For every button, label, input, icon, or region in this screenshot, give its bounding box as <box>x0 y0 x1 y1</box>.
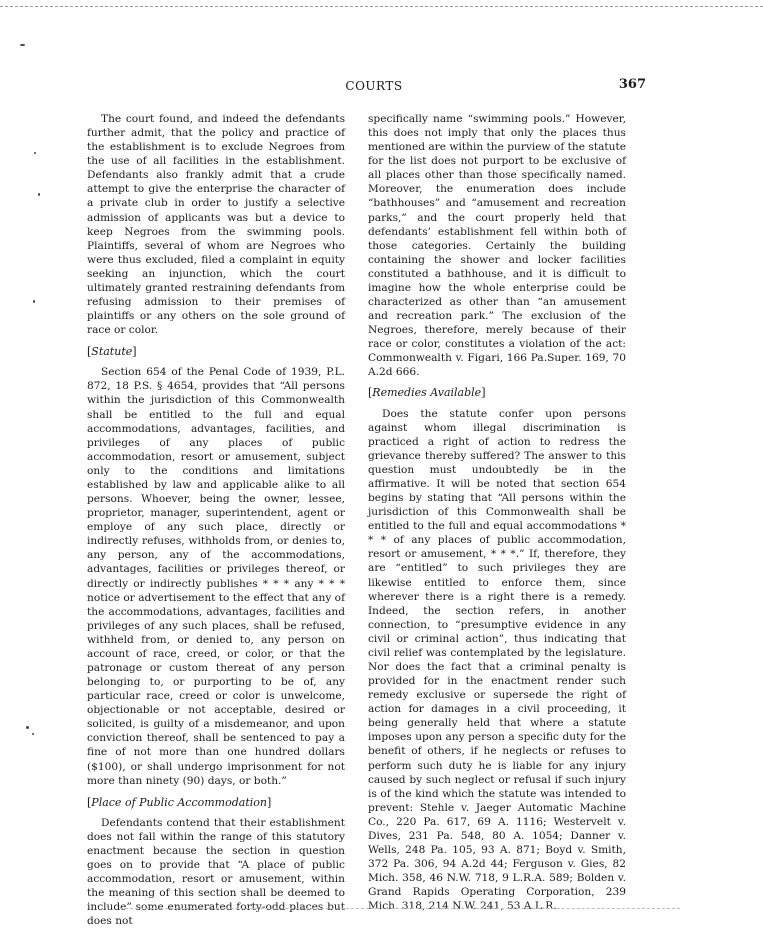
section-heading-text: Remedies Available <box>372 386 482 400</box>
scan-speck <box>20 44 25 46</box>
section-heading-statute: [Statute] <box>87 345 137 359</box>
body-paragraph: specifically name “swimming pools.” However, this does not imply that only the places thus mentioned are within the purview of the statute for the list does not purport to be exclusive of all places other than those specifically named. Moreover, the enumeration does include “bathhouses” and “amusement and recreation parks,” and the court properly held that defendants’ establishment fell within both of those categories. Certainly the building containing the shower and locker facilities constituted a bathhouse, and it is difficult to imagine how the whole enterprise could be characterized as other than “an amusement and recreation park.” The exclusion of the Negroes, therefore, merely because of their race or color, constitutes a violation of the act: Commonwealth v. Figari, 166 Pa.Super. 169, 70 A.2d 666. <box>368 113 626 379</box>
right-column <box>368 112 626 913</box>
body-paragraph: Section 654 of the Penal Code of 1939, P.L. 872, 18 P.S. § 4654, provides that “All persons within the jurisdiction of this Commonwealth shall be entitled to the full and equal accommodations, advantages, facilities, and privileges of any places of public accommodation, resort or amusement, subject only to the conditions and limitations established by law and applicable alike to all persons. Whoever, being the owner, lessee, proprietor, manager, superintendent, agent or employe of any such place, directly or indirectly refuses, withholds from, or denies to, any person, any of the accommodations, advantages, facilities or privileges thereof, or directly or indirectly publishes * * * any * * * notice or advertisement to the effect that any of the accommodations, advantages, facilities and privileges of any such places, shall be refused, withheld from, or denied to, any person on account of race, creed, or color, or that the patronage or custom thereat of any person belonging to, or purporting to be of, any particular race, creed or color is unwelcome, objectionable or not acceptable, desired or solicited, is guilty of a misdemeanor, and upon conviction thereof, shall be sentenced to pay a fine of not more than one hundred dollars ($100), or shall undergo imprisonment for not more than ninety (90) days, or both.” <box>87 366 345 787</box>
body-paragraph: Defendants contend that their establishment does not fall within the range of this statutory enactment because the section in question goes on to provide that “A place of public accommodation, resort or amusement, within the meaning of this section shall be deemed to include” some enumerated forty-odd places but does not <box>87 816 345 928</box>
scan-speck <box>26 726 29 729</box>
section-heading-remedies: [Remedies Available] <box>368 386 486 400</box>
page-number: 367 <box>618 77 646 92</box>
section-heading-text: Statute <box>91 345 133 359</box>
scan-speck <box>33 300 35 303</box>
running-head: COURTS <box>345 79 403 93</box>
section-heading-place: [Place of Public Accommodation] <box>87 795 272 809</box>
body-paragraph: The court found, and indeed the defendants further admit, that the policy and practice of the establishment is to exclude Negroes from the use of all facilities in the establishment. Defendants also frankly admit that a crude attempt to give the enterprise the character of a private club in order to justify a selective admission of applicants was but a device to keep Negroes from the swimming pools. Plaintiffs, several of whom are Negroes who were thus excluded, filed a complaint in equity seeking an injunction, which the court ultimately granted restraining defendants from refusing admission to their premises of plaintiffs or any others on the sole ground of race or color. <box>87 113 345 337</box>
scan-speck <box>34 152 36 154</box>
scan-speck <box>32 733 34 735</box>
scan-edge-bottom <box>120 908 680 909</box>
left-column <box>87 112 345 928</box>
body-paragraph: Does the statute confer upon persons against whom illegal discrimination is practiced a right of action to redress the grievance thereby suffered? The answer to this question must undoubtedly be in the affirmative. It will be noted that section 654 begins by stating that “All persons within the jurisdiction of this Commonwealth shall be entitled to the full and equal accommodations * * * of any places of public accommodation, resort or amusement, * * *.” If, therefore, they are “entitled” to such privileges they are likewise entitled to enforce them, since wherever there is a right there is a remedy. Indeed, the section refers, in another connection, to “presumptive evidence in any civil or criminal action”, thus indicating that civil relief was contemplated by the legislature. Nor does the fact that a criminal penalty is provided for in the enactment render such remedy exclusive or supersede the right of action for damages in a civil proceeding, it being generally held that where a statute imposes upon any person a specific duty for the benefit of others, if he neglects or refuses to perform such duty he is liable for any injury caused by such neglect or refusal if such injury is of the kind which the statute was intended to prevent: Stehle v. Jaeger Automatic Machine Co., 220 Pa. 617, 69 A. 1116; Westervelt v. Dives, 231 Pa. 548, 80 A. 1054; Danner v. Wells, 248 Pa. 105, 93 A. 871; Boyd v. Smith, 372 Pa. 306, 94 A.2d 44; Ferguson v. Gies, 82 Mich. 358, 46 N.W. 718, 9 L.R.A. 589; Bolden v. Grand Rapids Operating Corporation, 239 Mich. 318, 214 N.W. 241, 53 A.L.R. <box>368 407 626 913</box>
scan-speck <box>38 193 40 196</box>
scan-edge-top <box>0 6 763 7</box>
section-heading-text: Place of Public Accommodation <box>91 795 267 809</box>
